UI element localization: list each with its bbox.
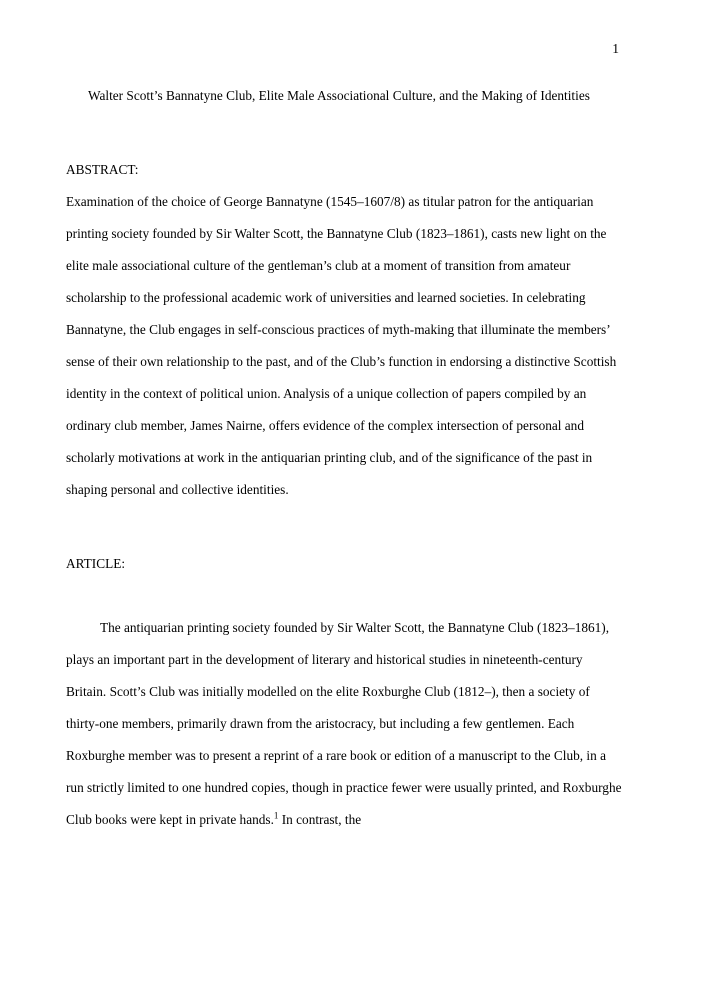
article-paragraph-1-text: The antiquarian printing society founded by Sir Walter Scott, the Bannatyne Club (1823–1861), plays an important part in the development of literary and historical studies in nineteenth-century Britain. Scott’s Club was initially modelled on the elite Roxburghe Club (1812–), then a society of thirty-one members, primarily drawn from the aristocracy, but including a few gentlemen. Each Roxburghe member was to present a reprint of a rare book or edition of a manuscript to the Club, in a run strictly limited to one hundred copies, though in practice fewer were usually printed, and Roxburghe Club books were kept in private hands. (66, 620, 622, 827)
spacer-title-abstract (66, 112, 622, 154)
spacer-abstract-article (66, 506, 622, 548)
paper-title: Walter Scott’s Bannatyne Club, Elite Male Associational Culture, and the Making of Identities (88, 88, 590, 103)
spacer-article-body (66, 580, 622, 612)
article-paragraph-1-text-continued: In contrast, the (278, 812, 362, 827)
page-number: 1 (612, 41, 619, 56)
abstract-heading: ABSTRACT: (66, 162, 139, 177)
article-paragraph-1 (66, 612, 622, 836)
article-heading: ARTICLE: (66, 556, 126, 571)
abstract-text: Examination of the choice of George Bannatyne (1545–1607/8) as titular patron for the antiquarian printing society founded by Sir Walter Scott, the Bannatyne Club (1823–1861), casts new light on the elite male associational culture of the gentleman’s club at a moment of transition from amateur scholarship to the professional academic work of universities and learned societies. In celebrating Bannatyne, the Club engages in self-conscious practices of myth-making that illuminate the members’ sense of their own relationship to the past, and of the Club’s function in endorsing a distinctive Scottish identity in the context of political union. Analysis of a unique collection of papers compiled by an ordinary club member, James Nairne, offers evidence of the complex intersection of personal and scholarly motivations at work in the antiquarian printing club, and of the significance of the past in shaping personal and collective identities. (66, 194, 617, 497)
footnote-reference-1[interactable]: 1 (273, 810, 279, 821)
page-content (66, 80, 622, 836)
